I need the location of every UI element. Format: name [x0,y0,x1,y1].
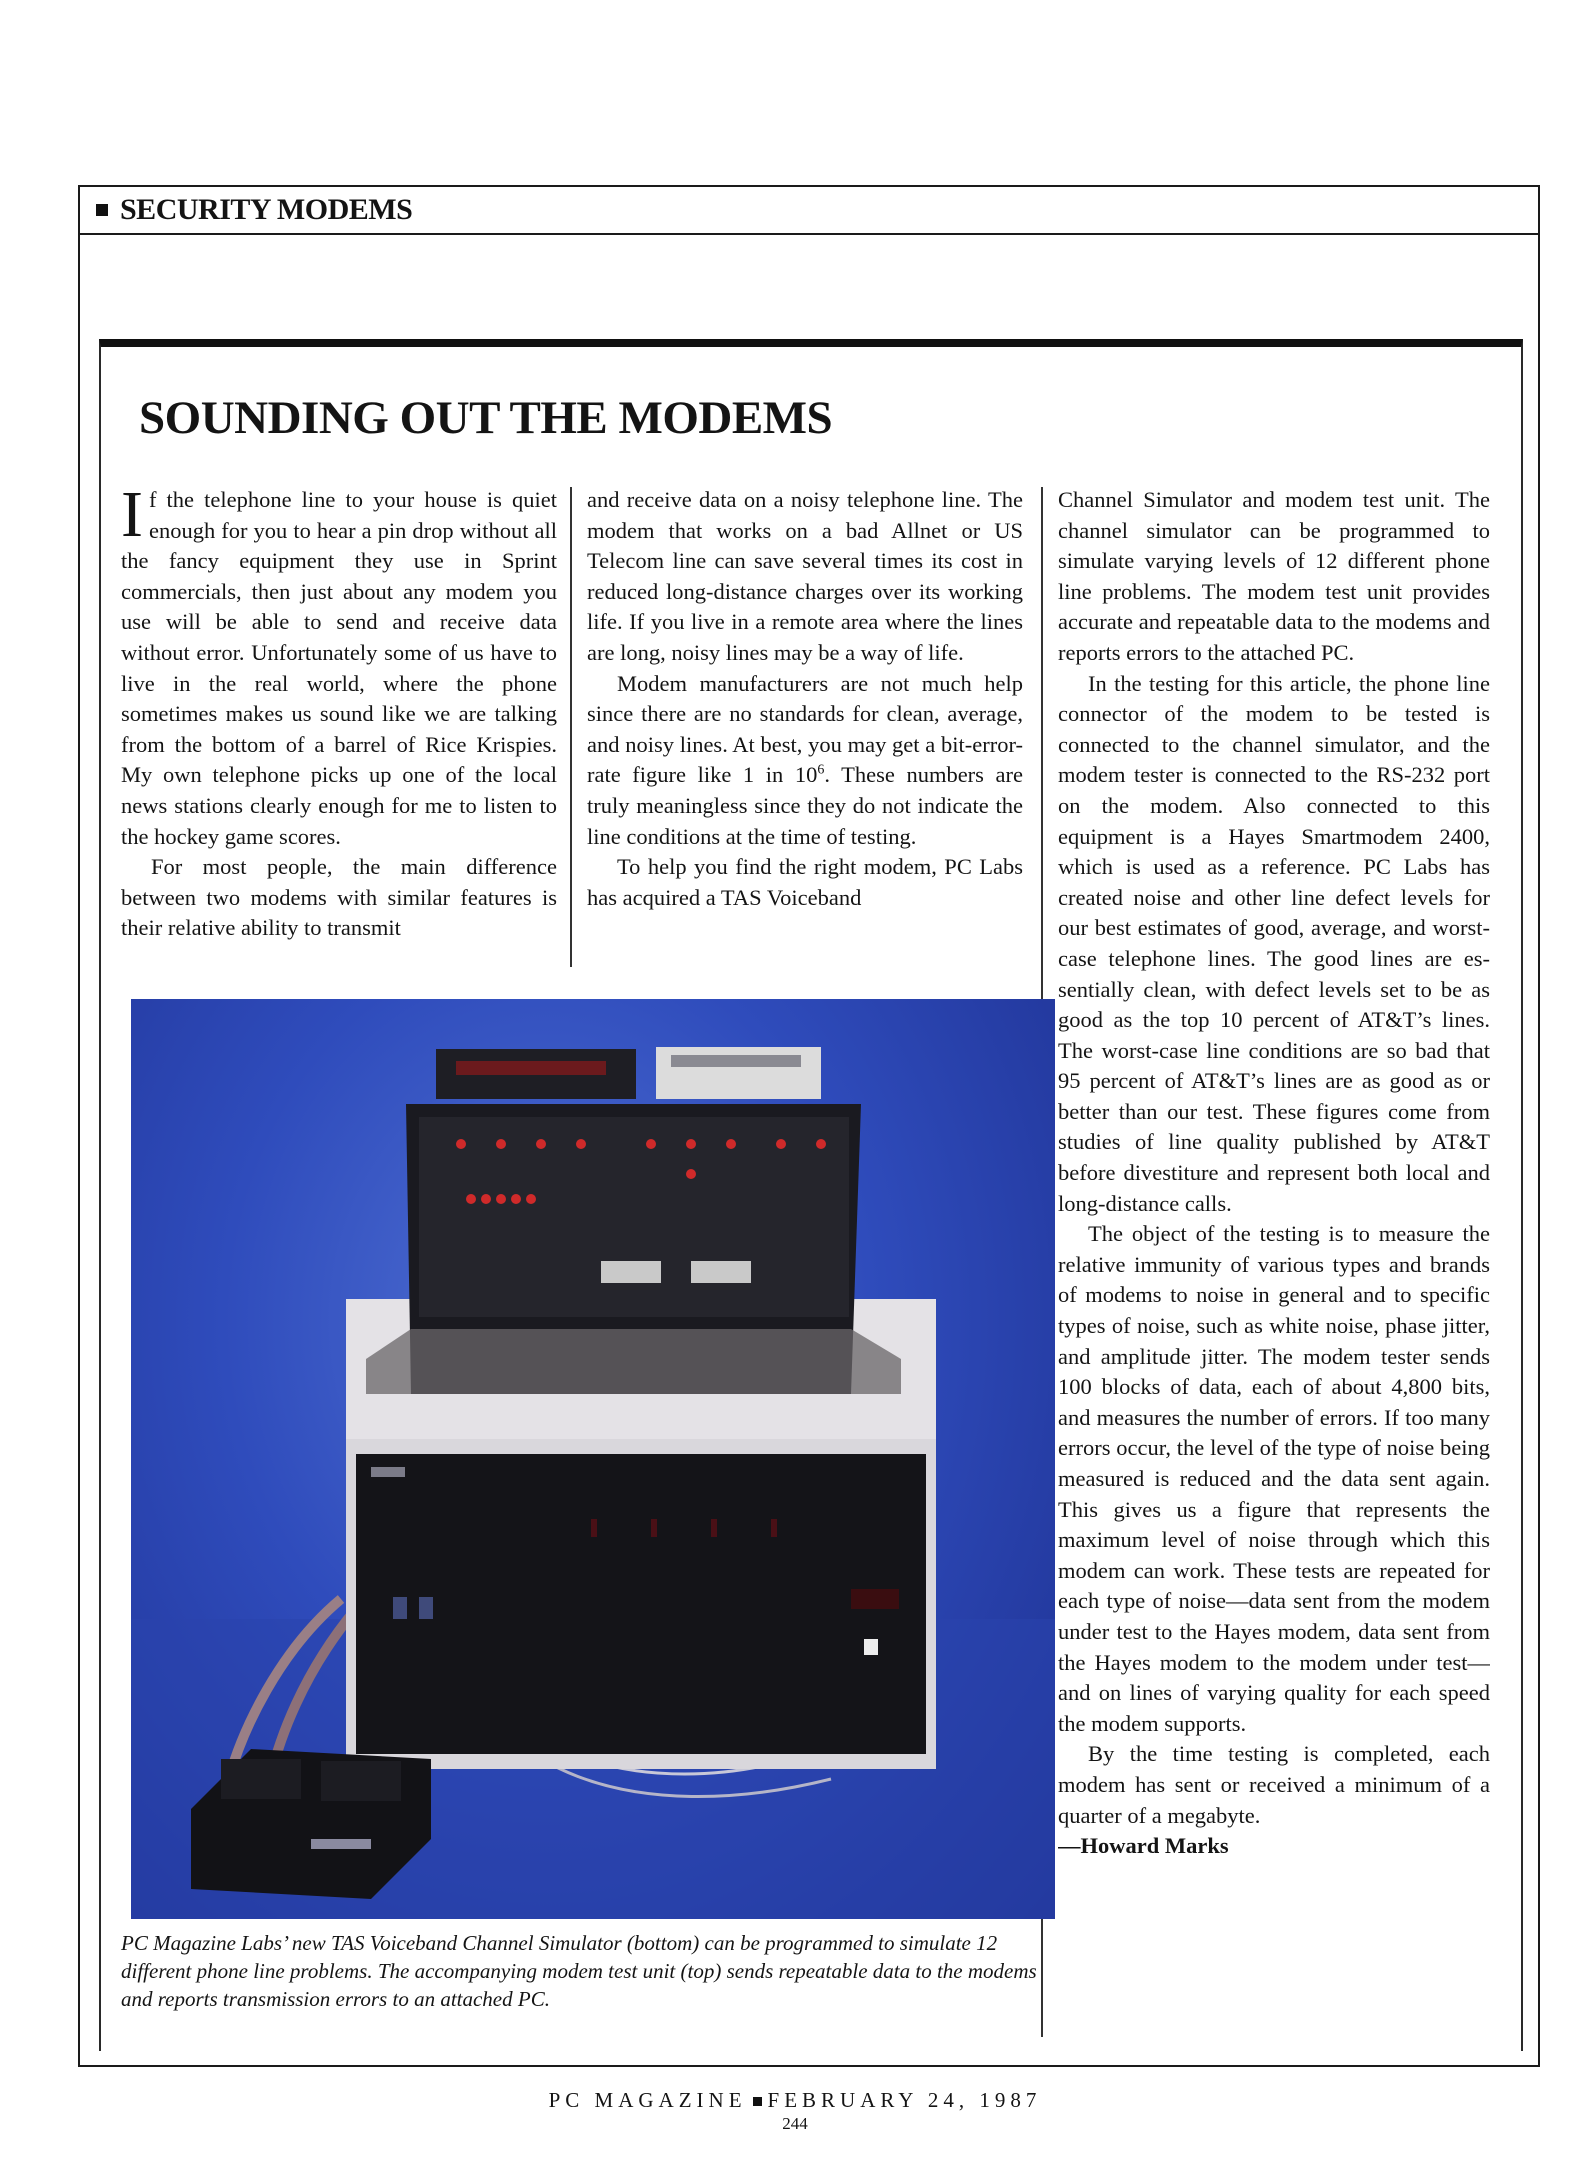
byline: —Howard Marks [1058,1833,1229,1859]
column-2-paragraph-2-text-b: . These numbers are truly meaningless since they do not indicate the line conditions at the time of testing. [587,762,1023,849]
drop-cap: I [121,485,143,551]
article-column-2 [587,485,1023,970]
column-1-paragraph-2: For most people, the main difference between two modems with similar features is their relative ability to transmit [121,854,557,941]
footer-magazine: PC MAGAZINE [548,2088,747,2112]
column-3-paragraph-4: By the time testing is completed, each modem has sent or received a minimum of a quarter of a megabyte. [1058,1741,1490,1828]
article-column-3 [1058,485,1490,2025]
article-headline: SOUNDING OUT THE MODEMS [139,392,833,444]
article-box [99,339,1523,2051]
section-bullet-icon [96,204,108,216]
column-3-paragraph-2: In the testing for this article, the phone line connector of the modem to be tested is connected to the channel simulator, and the modem tester is connected to the RS-232 port on the modem. Also connected to this equipment is a Hayes Smartmodem 2400, which is used as a reference. PC Labs has created noise and other line defect levels for our best estimates of good, average, and worst-case telephone lines. The good lines are essentially clean, with defect levels set to be as good as the top 10 percent of AT&T’s lines. The worst-case line conditions are so bad that 95 percent of AT&T’s lines are as good as or better than our test. These figures come from studies of line quality published by AT&T before divestiture and represent both local and long-distance calls. [1058,670,1490,1216]
article-column-1 [121,485,557,970]
equipment-photo-illustration [131,999,1055,1919]
column-3-paragraph-1: Channel Simulator and modem test unit. The channel simulator can be programmed to simulate varying levels of 12 different phone line problems. The modem test unit provides accurate and repeatable data to the modems and reports errors to the attached PC. [1058,487,1490,665]
footer-separator-icon [753,2097,762,2106]
section-header [80,187,1538,235]
column-2-paragraph-2 [587,669,1023,853]
column-2-paragraph-1: and receive data on a noisy telephone line. The modem that works on a bad Allnet or US Telecom line can save several times its cost in reduced long-distance charges over its working life. If you live in a remote area where the lines are long, noisy lines may be a way of life. [587,487,1023,665]
column-2-paragraph-3: To help you find the right modem, PC Labs has acquired a TAS Voiceband [587,854,1023,910]
column-1-paragraph-1 [121,485,557,852]
column-rule-1 [570,487,572,967]
section-title: SECURITY MODEMS [120,193,413,226]
exponent: 6 [817,762,825,778]
equipment-photo [131,999,1055,1919]
footer-date: FEBRUARY 24, 1987 [767,2088,1042,2112]
page-number: 244 [782,2114,808,2133]
page-frame [78,185,1540,2067]
column-2-paragraph-2-text-a: Modem manufacturers are not much help since there are no standards for clean, average, and noisy lines. At best, you may get a bit-error-rate figure like 1 in 10 [587,670,1023,788]
column-3-paragraph-3: The object of the testing is to measure the relative immunity of various types and brands of modems to noise in general and to specific types of noise, such as white noise, phase jitter, and amplitude jitter. The modem tester sends 100 blocks of data, each of about 4,800 bits, and measures the number of errors. If too many errors occur, the level of the type of noise being measured is reduced and the data sent again. This gives us a figure that represents the maximum level of noise through which this modem can work. These tests are repeated for each type of noise—data sent from the modem under test to the Hayes modem, data sent from the Hayes modem to the modem under test—and on lines of varying quality for each speed the modem supports. [1058,1221,1490,1736]
column-1-paragraph-1-text: f the telephone line to your house is quiet enough for you to hear a pin drop without all the fancy equipment they use in Sprint commercials, then just about any modem you use will be able to send and receive data without error. Unfortunately some of us have to live in the real world, where the phone sometimes makes us sound like we are talking from the bottom of a barrel of Rice Krispies. My own telephone picks up one of the local news stations clearly enough for me to listen to the hockey game scores. [121,487,557,849]
page-footer [0,2088,1590,2113]
photo-caption: PC Magazine Labs’ new TAS Voiceband Channel Simulator (bottom) can be programmed to simulate 12 different phone line problems. The accompanying modem test unit (top) sends repeatable data to the modems and reports transmission errors to an attached PC. [121,1931,1037,2011]
